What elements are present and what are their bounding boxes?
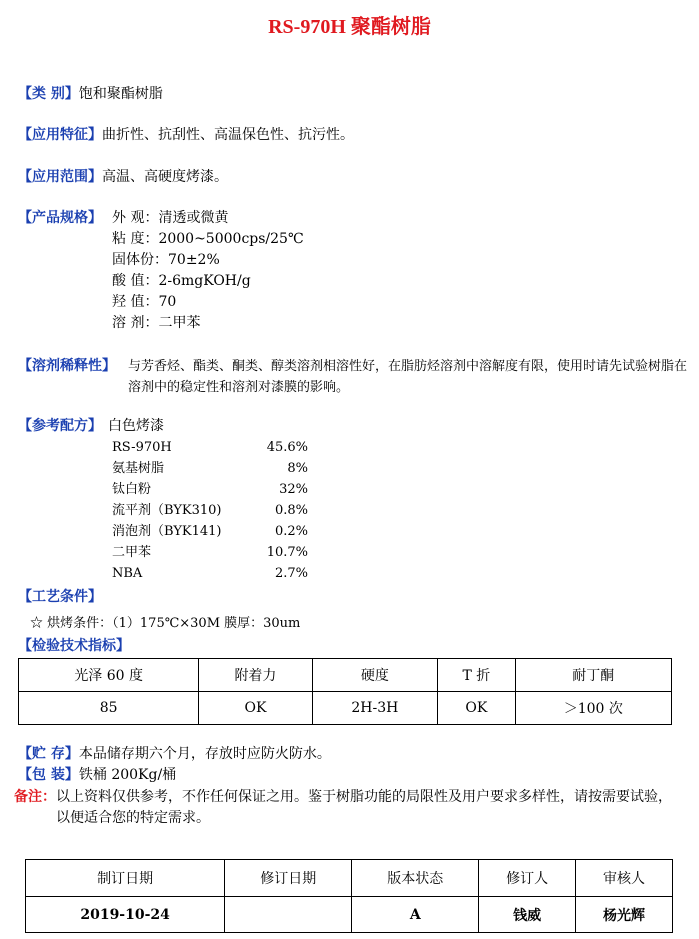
packaging-value: 铁桶 200Kg/桶 (78, 767, 177, 783)
table-row (26, 897, 673, 933)
category-section (18, 84, 163, 105)
table-header-cell: T 折 (438, 659, 515, 692)
solvent-text: 与芳香烃、酯类、酮类、醇类溶剂相溶性好，在脂肪烃溶剂中溶解度有限，使用时请先试验树脂在溶剂中的稳定性和溶剂对漆膜的影响。 (128, 359, 688, 395)
formula-row (112, 521, 308, 542)
formula-pct: 8% (287, 461, 308, 476)
table-header-cell: 光泽 60 度 (19, 659, 199, 692)
process-label: 【工艺条件】 (18, 589, 102, 605)
table-cell: A (352, 897, 479, 933)
solvent-section (18, 356, 116, 377)
formula-pct: 45.6% (266, 440, 308, 455)
solvent-label: 【溶剂稀释性】 (18, 358, 116, 374)
table-cell: 钱威 (479, 897, 576, 933)
formula-row (112, 437, 308, 458)
storage-value: 本品储存期六个月，存放时应防火防水。 (78, 746, 331, 762)
formula-label: 【参考配方】 (18, 418, 102, 434)
specs-list (112, 208, 304, 334)
table-header-row (26, 860, 673, 897)
spec-acid-value: 酸 值：2-6mgKOH/g (112, 273, 251, 289)
process-section (18, 587, 102, 608)
packaging-section (18, 765, 176, 786)
formula-item: 氨基树脂 (112, 461, 165, 476)
table-header-cell: 修订日期 (225, 860, 352, 897)
packaging-label: 【包 装】 (18, 767, 79, 783)
category-value: 饱和聚酯树脂 (78, 86, 163, 102)
formula-pct: 2.7% (274, 566, 308, 581)
formula-item: 流平剂（BYK310) (112, 503, 222, 518)
table-cell: 杨光辉 (576, 897, 673, 933)
scope-label: 【应用范围】 (18, 169, 102, 185)
storage-label: 【贮 存】 (18, 746, 79, 762)
table-header-cell: 版本状态 (352, 860, 479, 897)
features-value: 曲折性、抗刮性、高温保色性、抗污性。 (102, 127, 354, 143)
scope-value: 高温、高硬度烤漆。 (102, 169, 228, 185)
inspection-section (18, 636, 130, 657)
specs-label: 【产品规格】 (18, 210, 102, 226)
table-cell: 2H-3H (312, 692, 438, 725)
table-cell: OK (199, 692, 312, 725)
formula-pct: 0.2% (274, 524, 308, 539)
table-header-cell: 附着力 (199, 659, 312, 692)
formula-row (112, 500, 308, 521)
formula-section (18, 416, 164, 437)
specs-section (18, 208, 102, 229)
formula-row (112, 458, 308, 479)
table-cell: ＞100 次 (515, 692, 671, 725)
formula-item: 消泡剂（BYK141) (112, 524, 222, 539)
formula-item: RS-970H (112, 440, 172, 455)
formula-name: 白色烤漆 (108, 418, 164, 434)
storage-section (18, 744, 331, 765)
table-cell: 2019-10-24 (26, 897, 225, 933)
table-header-cell: 修订人 (479, 860, 576, 897)
table-header-row (19, 659, 672, 692)
features-section (18, 125, 354, 146)
spec-viscosity: 粘 度：2000~5000cps/25℃ (112, 231, 304, 247)
formula-pct: 0.8% (274, 503, 308, 518)
formula-pct: 10.7% (266, 545, 308, 560)
spec-hydroxyl-value: 羟 值：70 (112, 294, 177, 310)
table-header-cell: 审核人 (576, 860, 673, 897)
table-cell: 85 (19, 692, 199, 725)
inspection-label: 【检验技术指标】 (18, 638, 130, 654)
table-cell: OK (438, 692, 515, 725)
table-header-cell: 硬度 (312, 659, 438, 692)
formula-pct: 32% (279, 482, 308, 497)
scope-section (18, 167, 228, 188)
formula-item: 钛白粉 (112, 482, 152, 497)
category-label: 【类 别】 (18, 86, 79, 102)
remark-section (14, 787, 56, 808)
table-cell (225, 897, 352, 933)
formula-row (112, 542, 308, 563)
table-header-cell: 制订日期 (26, 860, 225, 897)
formula-row (112, 563, 308, 584)
spec-solids: 固体份：70±2% (112, 252, 220, 268)
features-label: 【应用特征】 (18, 127, 102, 143)
process-text: ☆ 烘烤条件：（1）175℃×30M 膜厚：30um (30, 616, 301, 631)
document-title: RS-970H 聚酯树脂 (268, 16, 431, 38)
spec-solvent: 溶 剂：二甲苯 (112, 315, 201, 331)
remark-label: 备注： (14, 789, 56, 805)
revision-table (25, 859, 673, 933)
formula-item: 二甲苯 (112, 545, 152, 560)
table-header-cell: 耐丁酮 (515, 659, 671, 692)
remark-text: 以上资料仅供参考，不作任何保证之用。鉴于树脂功能的局限性及用户要求多样性，请按需要试验，以便适合您的特定需求。 (56, 789, 672, 826)
formula-row (112, 479, 308, 500)
spec-appearance: 外 观：清透或微黄 (112, 210, 229, 226)
inspection-table (18, 658, 672, 725)
formula-item: NBA (112, 566, 143, 581)
table-row (19, 692, 672, 725)
formula-list (112, 437, 308, 584)
